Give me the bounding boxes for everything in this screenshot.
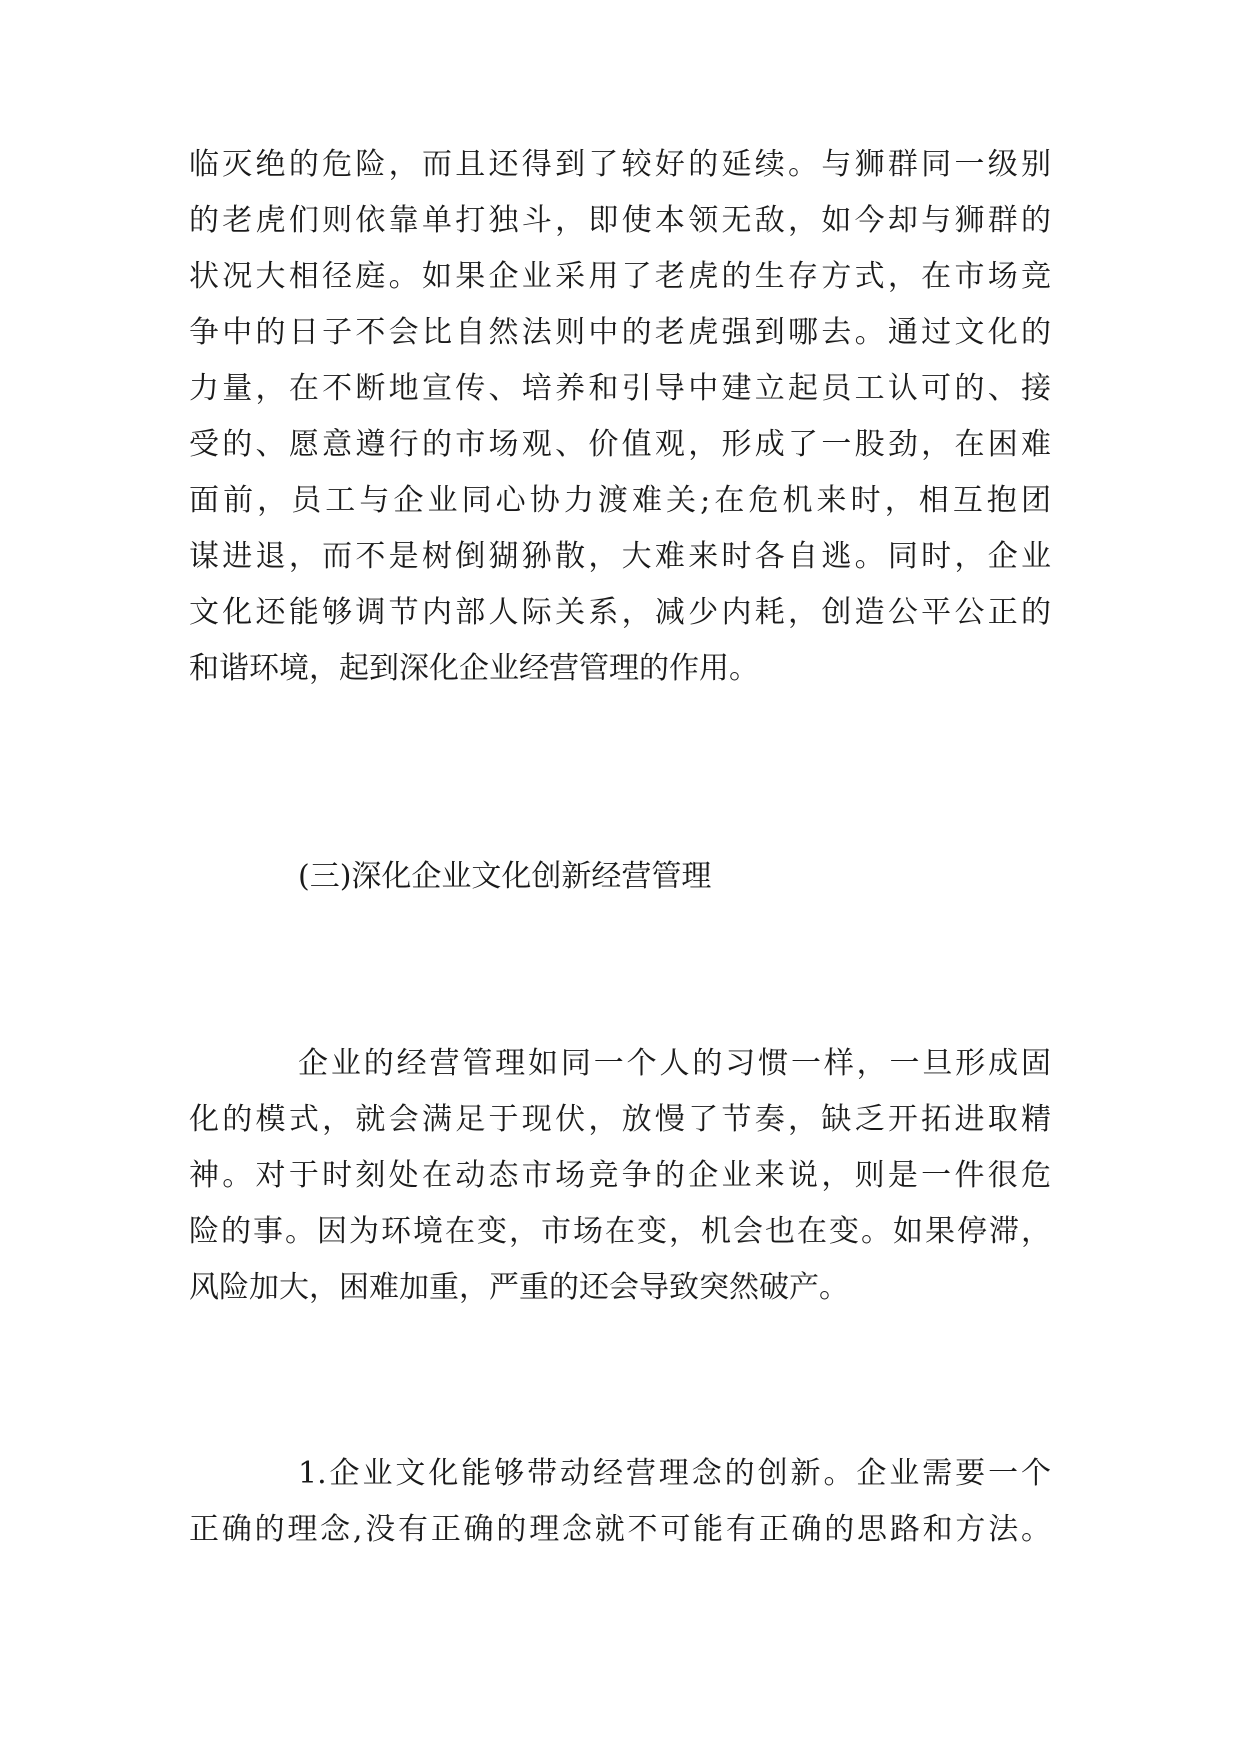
- paragraph-line: 风险加大，困难加重，严重的还会导致突然破产。: [189, 1270, 849, 1305]
- paragraph-line: 受的、愿意遵行的市场观、价值观，形成了一股劲，在困难: [189, 427, 1051, 462]
- paragraph-line: 的老虎们则依靠单打独斗，即使本领无敌，如今却与狮群的: [189, 203, 1051, 238]
- paragraph-line: 文化还能够调节内部人际关系，减少内耗，创造公平公正的: [189, 595, 1051, 630]
- paragraph-line: 险的事。因为环境在变，市场在变，机会也在变。如果停滞，: [189, 1214, 1051, 1249]
- paragraph-line: 临灭绝的危险，而且还得到了较好的延续。与狮群同一级别: [189, 147, 1051, 182]
- paragraph-line: 谋进退，而不是树倒猢狲散，大难来时各自逃。同时，企业: [189, 539, 1051, 574]
- paragraph-line: 面前，员工与企业同心协力渡难关;在危机来时，相互抱团: [189, 483, 1051, 518]
- paragraph-line: 争中的日子不会比自然法则中的老虎强到哪去。通过文化的: [189, 315, 1051, 350]
- paragraph-line: 和谐环境，起到深化企业经营管理的作用。: [189, 651, 759, 686]
- paragraph-line: 企业的经营管理如同一个人的习惯一样，一旦形成固: [298, 1046, 1051, 1081]
- paragraph-line: 1.企业文化能够带动经营理念的创新。企业需要一个: [298, 1456, 1051, 1491]
- paragraph-line: 神。对于时刻处在动态市场竞争的企业来说，则是一件很危: [189, 1158, 1051, 1193]
- paragraph-line: 状况大相径庭。如果企业采用了老虎的生存方式，在市场竞: [189, 259, 1051, 294]
- paragraph-line: 正确的理念,没有正确的理念就不可能有正确的思路和方法。: [189, 1512, 1051, 1547]
- section-heading: (三)深化企业文化创新经营管理: [298, 859, 712, 894]
- paragraph-line: 化的模式，就会满足于现伏，放慢了节奏，缺乏开拓进取精: [189, 1102, 1051, 1137]
- paragraph-line: 力量，在不断地宣传、培养和引导中建立起员工认可的、接: [189, 371, 1051, 406]
